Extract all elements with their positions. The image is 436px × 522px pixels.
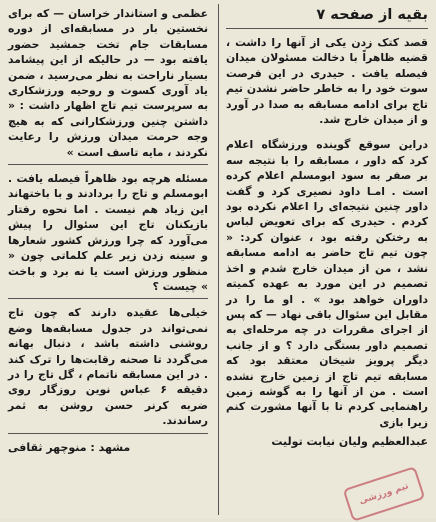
article-paragraph: مسئله هرچه بود ظاهراً فیصله یافت . ابومسلم و تاج را بردادند و با باختهاند این زیاد هم نیست . اما نحوه رفتار بازیکنان تاج این سئوال را پیش می‌آورد که چرا ورزش کشور شعارها و سینه زدن زیر علم کلماتی چون « منظور ورزش است یا نه برد و باخت » چیست ؟ bbox=[8, 172, 208, 293]
article-paragraph: دراین سوقع گوینده ورزشگاه اعلام کرد که داور ، مسابقه را با نتیجه سه بر صفر به سود ابومسلم اعلام کرده است . امـا داود نصیری کرد و گفت داور چنین نتیجه‌ای را اعلام نکرده بود کردم . حیدری که برای تعویض لباس به رختکن رفته بود ، عنوان کرد: « چون تیم تاج حاضر به ادامه مسابقه نشد ، من از میدان خارج شدم و اخذ تصمیم در این مورد به عهده کمیته داوران خواهد بود » . او ما را در مقابل این سئوال باقی نهاد — که پس از اجرای مقررات در چه مرحله‌ای به تصمیم داور بستگی دارد ؟ و از جانب دیگر پرویز شیخان معتقد بود که مسابقه تیم تاج از زمین خارج نشده است . من از آنها را به گوشه زمین راهنمایی کردم تا با آنها مشورت کنم زیرا بازی bbox=[226, 138, 428, 429]
heading-rule bbox=[226, 28, 428, 29]
article-paragraph: خیلی‌ها عقیده دارند که چون تاج نمی‌تواند در جدول مسابقه‌ها وضع روشنی داشته باشد ، دنبال بهانه می‌گردد تا صحنه رقابت‌ها را ترک کند . در این مسابقه ناتمام ، گل تاج را در دقیقه ۶ عباس نوین روزگار روی ضربه کرنر حسن روشن به ثمر رساندند. bbox=[8, 306, 208, 428]
article-paragraph: عظمی و استاندار خراسان — که برای نخستین بار در مسابقه‌ای از دوره مسابقات جام تخت جمشید حضور یافته بود — در حالیکه از این پیشامد بسیار ناراحت به نظر می‌رسید ، ضمن یاد آوری کسوت و روحیه ورزشکاری به سرپرست تیم تاج اظهار داشت : « داشتن چنین ورزشکارانی که به هیچ وجه حرمت میدان ورزش را رعایت نکردند ، مایه تاسف است » bbox=[8, 7, 208, 159]
article-paragraph: قصد کتک زدن یکی از آنها را داشت ، قضیه ظاهراً با دخالت مسئولان میدان فیصله یافت . حیدری در این فرصت سوت خود را به خاطر حاضر نشدن تیم تاج برای ادامه مسابقه به صدا در آورد و از میدان خارج شد. bbox=[226, 36, 428, 127]
left-column bbox=[0, 0, 216, 519]
author-signature: مشهد : منوچهر ثقافی bbox=[8, 440, 131, 454]
right-column bbox=[220, 0, 436, 519]
column-divider bbox=[218, 4, 219, 515]
section-rule bbox=[8, 298, 208, 299]
section-rule bbox=[8, 433, 208, 434]
section-rule bbox=[8, 164, 208, 165]
right-signature: عبدالعظیم ولیان نیابت تولیت bbox=[271, 435, 428, 449]
watermark-stamp: تیم ورزشی bbox=[343, 466, 426, 522]
continuation-heading: بقیه از صفحه ۷ bbox=[316, 7, 428, 23]
